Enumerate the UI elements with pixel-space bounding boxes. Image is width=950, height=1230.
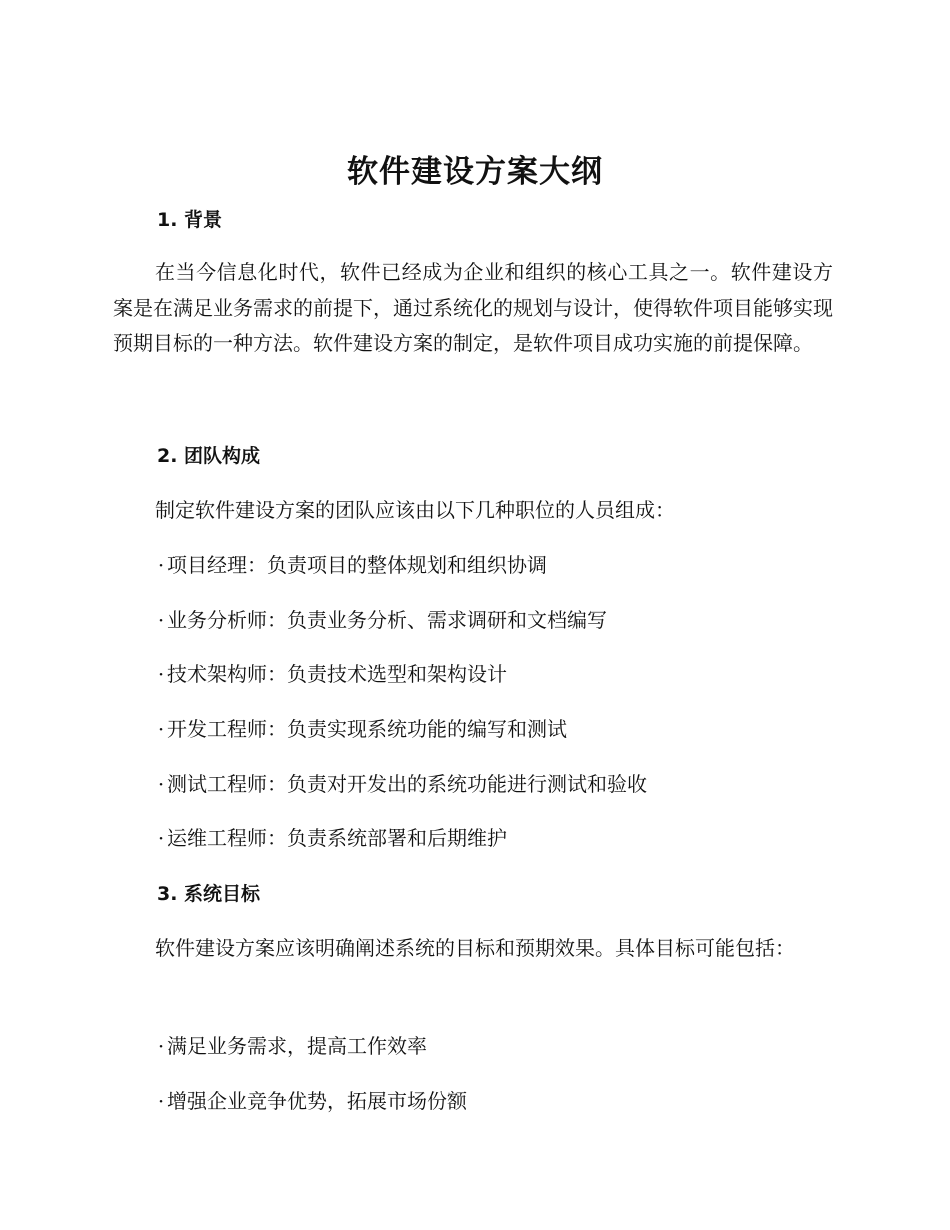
section-heading-goals: 3. 系统目标 [157,883,261,905]
list-item-text: 开发工程师：负责实现系统功能的编写和测试 [167,717,567,741]
bullet-icon: · [157,662,165,686]
bullet-icon: · [157,717,165,741]
section-heading-background: 1. 背景 [157,209,223,231]
section-paragraph-background: 在当今信息化时代，软件已经成为企业和组织的核心工具之一。软件建设方案是在满足业务需求的前提下，通过系统化的规划与设计，使得软件项目能够实现预期目标的一种方法。软件建设方案的制定，是软件项目成功实施的前提保障。 [113,260,833,355]
list-item [155,605,607,635]
bullet-icon: · [157,608,165,632]
list-item [155,550,547,580]
list-item-text: 增强企业竞争优势，拓展市场份额 [167,1089,467,1113]
list-item [155,1031,427,1061]
list-item [155,714,567,744]
list-item [155,659,507,689]
list-item-text: 满足业务需求，提高工作效率 [167,1034,427,1058]
bullet-icon: · [157,772,165,796]
list-item-text: 业务分析师：负责业务分析、需求调研和文档编写 [167,608,607,632]
list-item-text: 运维工程师：负责系统部署和后期维护 [167,826,507,850]
bullet-icon: · [157,1034,165,1058]
list-item [155,1086,467,1116]
section-paragraph-team: 制定软件建设方案的团队应该由以下几种职位的人员组成： [155,498,675,522]
bullet-icon: · [157,826,165,850]
list-item [155,823,507,853]
bullet-icon: · [157,1089,165,1113]
list-item-text: 技术架构师：负责技术选型和架构设计 [167,662,507,686]
bullet-icon: · [157,553,165,577]
list-item [155,769,647,799]
list-item-text: 测试工程师：负责对开发出的系统功能进行测试和验收 [167,772,647,796]
list-item-text: 项目经理：负责项目的整体规划和组织协调 [167,553,547,577]
section-paragraph-goals: 软件建设方案应该明确阐述系统的目标和预期效果。具体目标可能包括： [155,936,795,960]
section-heading-team: 2. 团队构成 [157,445,261,467]
document-title: 软件建设方案大纲 [347,154,603,190]
